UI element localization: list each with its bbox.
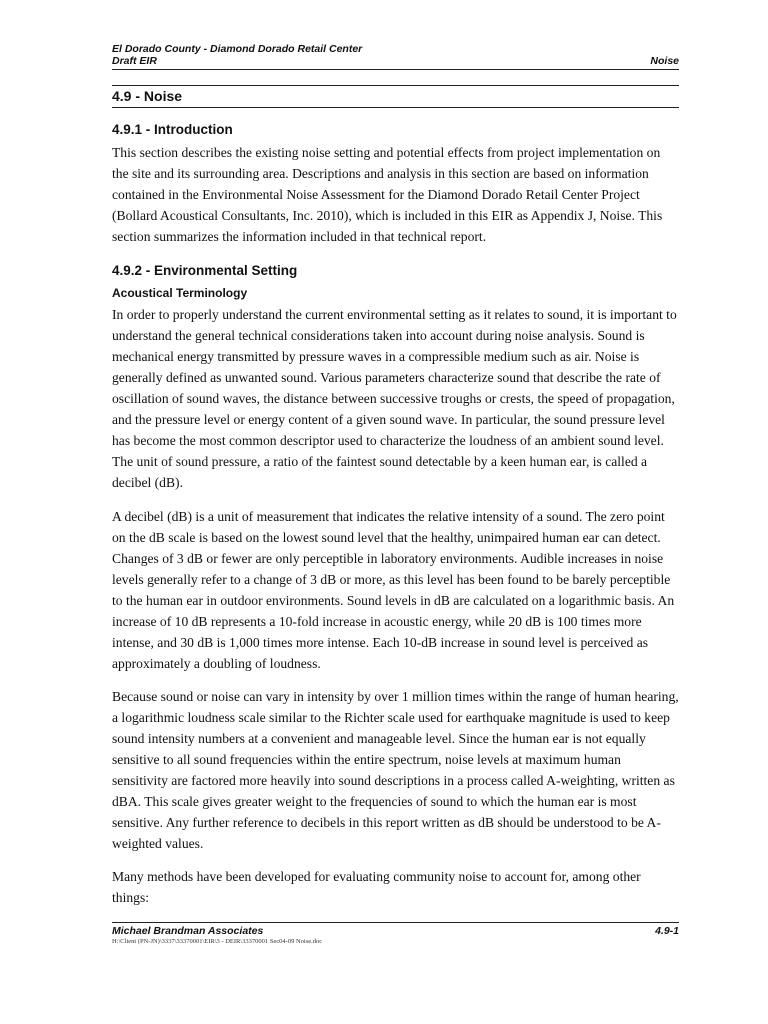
acoustical-terminology-subheading: Acoustical Terminology	[112, 286, 248, 300]
section-title-top-rule	[112, 85, 679, 86]
running-header	[112, 43, 679, 55]
footer-file-path: H:\Client (PN-JN)\3337\33370001\EIR\3 - DEIR\33370001 Sec04-09 Noise.doc	[112, 938, 323, 945]
introduction-paragraph: This section describes the existing noise setting and potential effects from project implementation on the site and its surrounding area. Descriptions and analysis in this section are based on information contained in the Environmental Noise Assessment for the Diamond Dorado Retail Center Project (Bollard Acoustical Consultants, Inc. 2010), which is included in this EIR as Appendix J, Noise. This section summarizes the information included in that technical report.	[112, 145, 663, 244]
body-paragraph: Many methods have been developed for evaluating community noise to account for, among other things:	[112, 869, 641, 905]
footer-company: Michael Brandman Associates	[112, 925, 264, 937]
footer-divider	[112, 922, 679, 923]
header-divider	[112, 69, 679, 70]
header-project-title: El Dorado County - Diamond Dorado Retail Center	[112, 43, 363, 55]
introduction-heading: 4.9.1 - Introduction	[112, 122, 233, 137]
header-section-label: Noise	[650, 55, 679, 67]
header-document-type: Draft EIR	[112, 55, 157, 67]
environmental-setting-heading: 4.9.2 - Environmental Setting	[112, 263, 298, 278]
running-footer	[112, 925, 679, 937]
section-title-bottom-rule	[112, 107, 679, 108]
section-title: 4.9 - Noise	[112, 88, 183, 104]
body-paragraph: A decibel (dB) is a unit of measurement that indicates the relative intensity of a sound. The zero point on the dB scale is based on the lowest sound level that the healthy, unimpaired human ear can detect. Changes of 3 dB or fewer are only perceptible in laboratory environments. Audible increases in noise levels generally refer to a change of 3 dB or more, as this level has been found to be barely perceptible to the human ear in outdoor environments. Sound levels in dB are calculated on a logarithmic basis. An increase of 10 dB represents a 10-fold increase in acoustic energy, while 20 dB is 100 times more intense, and 30 dB is 1,000 times more intense. Each 10-dB increase in sound level is perceived as approximately a doubling of loudness.	[112, 509, 675, 671]
body-paragraph: Because sound or noise can vary in intensity by over 1 million times within the range of human hearing, a logarithmic loudness scale similar to the Richter scale used for earthquake magnitude is used to keep sound intensity numbers at a convenient and manageable level. Since the human ear is not equally sensitive to all sound frequencies within the entire spectrum, noise levels at maximum human sensitivity are factored more heavily into sound descriptions in a process called A-weighting, written as dBA. This scale gives greater weight to the frequencies of sound to which the human ear is most sensitive. Any further reference to decibels in this report written as dB should be understood to be A-weighted values.	[112, 689, 679, 851]
running-header-line2	[112, 55, 679, 67]
page-number: 4.9-1	[655, 925, 679, 937]
body-paragraph: In order to properly understand the current environmental setting as it relates to sound, it is important to understand the general technical considerations taken into account during noise analysis. Sound is mechanical energy transmitted by pressure waves in a compressible medium such as air. Noise is generally defined as unwanted sound. Various parameters characterize sound that describe the rate of oscillation of sound waves, the distance between successive troughs or crests, the speed of propagation, and the pressure level or energy content of a given sound wave. In particular, the sound pressure level has become the most common descriptor used to characterize the loudness of an ambient sound level. The unit of sound pressure, a ratio of the faintest sound detectable by a keen human ear, is called a decibel (dB).	[112, 307, 677, 490]
